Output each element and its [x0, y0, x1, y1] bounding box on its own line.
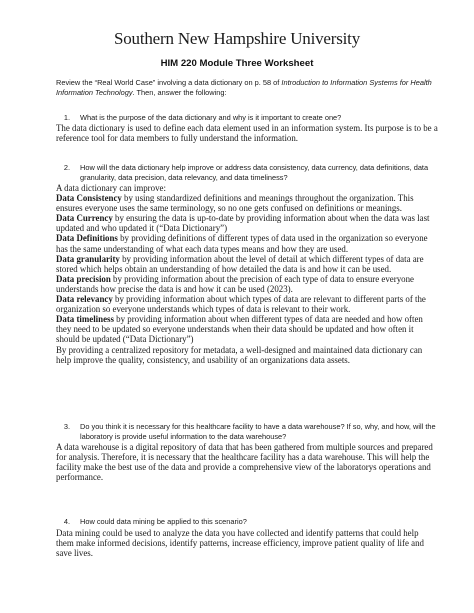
- item-text: by providing information about the precision of each type of data to ensure everyone understands how precise the data is and how it can be used (2023).: [56, 273, 414, 294]
- item-text: by using standardized definitions and meanings throughout the organization. This ensures everyone uses the same terminology, so no one gets confused on definitions or meanings.: [56, 193, 414, 214]
- intro-text-part1: Review the “Real World Case” involving a data dictionary on p. 58 of: [56, 78, 282, 87]
- answer-2-item: [56, 294, 438, 314]
- question-1-number: 1.: [63, 113, 70, 122]
- item-text: by providing information about the level of detail at which different types of data are stored which helps obtain an understanding of how detailed the data is and how it can be used.: [56, 253, 424, 274]
- question-2-text: How will the data dictionary help improve or address data consistency, data currency, data definitions, data granularity, data precision, data relevancy, and data timeliness?: [80, 163, 429, 182]
- intro-paragraph: [56, 78, 438, 98]
- university-logo: Southern New Hampshire University: [114, 29, 360, 48]
- answer-2-item: [56, 193, 438, 213]
- answer-2: [56, 183, 438, 365]
- item-term: Data granularity: [56, 253, 120, 264]
- item-term: Data Consistency: [56, 193, 122, 204]
- item-term: Data Definitions: [56, 233, 118, 244]
- answer-2-item: [56, 314, 438, 344]
- answer-2-item: [56, 274, 438, 294]
- item-text: by ensuring the data is up-to-date by providing information about when the data was last updated and who updated it (“Data Dictionary”): [56, 213, 430, 234]
- item-text: by providing information about which types of data are relevant to different parts of the organization so everyone understands which types of data is relevant to their work.: [56, 294, 426, 315]
- question-3-text: Do you think it is necessary for this healthcare facility to have a data warehouse? If so, why, and how, will the laboratory is provide useful information to the data warehouse?: [80, 422, 436, 441]
- question-4-text: How could data mining be applied to this scenario?: [80, 517, 247, 526]
- answer-1: The data dictionary is used to define each data element used in an information system. Its purpose is to be a reference tool for data members to fully understand the information.: [56, 123, 438, 144]
- item-term: Data timeliness: [56, 314, 114, 325]
- question-4: [56, 517, 438, 527]
- question-2: [56, 163, 438, 183]
- item-term: Data Currency: [56, 213, 113, 224]
- answer-3: A data warehouse is a digital repository of data that has been gathered from multiple sources and prepared for analysis. Therefore, it is necessary that the healthcare facility has a data warehouse. This will help the facility make the best use of the data and provide a comprehensive view of the laboratorys operations and performance.: [56, 442, 433, 483]
- intro-text-part2: . Then, answer the following:: [132, 88, 227, 97]
- question-3-number: 3.: [63, 422, 70, 431]
- item-text: by providing definitions of different types of data used in the organization so everyone has the same understanding of what each data types means and how they are used.: [56, 233, 428, 254]
- book-title: Introduction to Information Systems for Health Information Technology: [56, 78, 432, 97]
- question-4-number: 4.: [63, 517, 70, 526]
- item-text: by providing information about when different types of data are needed and how often they need to be updated so everyone understands when their data should be updated and how often it should be updated (“Data Dictionary”): [56, 314, 423, 345]
- answer-2-item: [56, 213, 438, 233]
- question-3: [56, 422, 438, 442]
- answer-2-item: [56, 233, 438, 253]
- question-2-number: 2.: [63, 163, 70, 172]
- answer-2-closing: By providing a centralized repository for metadata, a well-designed and maintained data dictionary can help improve the quality, consistency, and usability of an organizations data assets.: [56, 344, 423, 365]
- answer-2-lead: A data dictionary can improve:: [56, 183, 166, 193]
- answer-2-item: [56, 254, 438, 274]
- page-title: HIM 220 Module Three Worksheet: [160, 58, 314, 69]
- item-term: Data precision: [56, 273, 111, 284]
- question-1-text: What is the purpose of the data dictionary and why is it important to create one?: [80, 113, 342, 122]
- answer-4: Data mining could be used to analyze the data you have collected and identify patterns that could help them make informed decisions, identify patterns, increase efficiency, improve patient quality of life and save lives.: [56, 528, 424, 559]
- question-1: [56, 113, 438, 123]
- item-term: Data relevancy: [56, 294, 113, 305]
